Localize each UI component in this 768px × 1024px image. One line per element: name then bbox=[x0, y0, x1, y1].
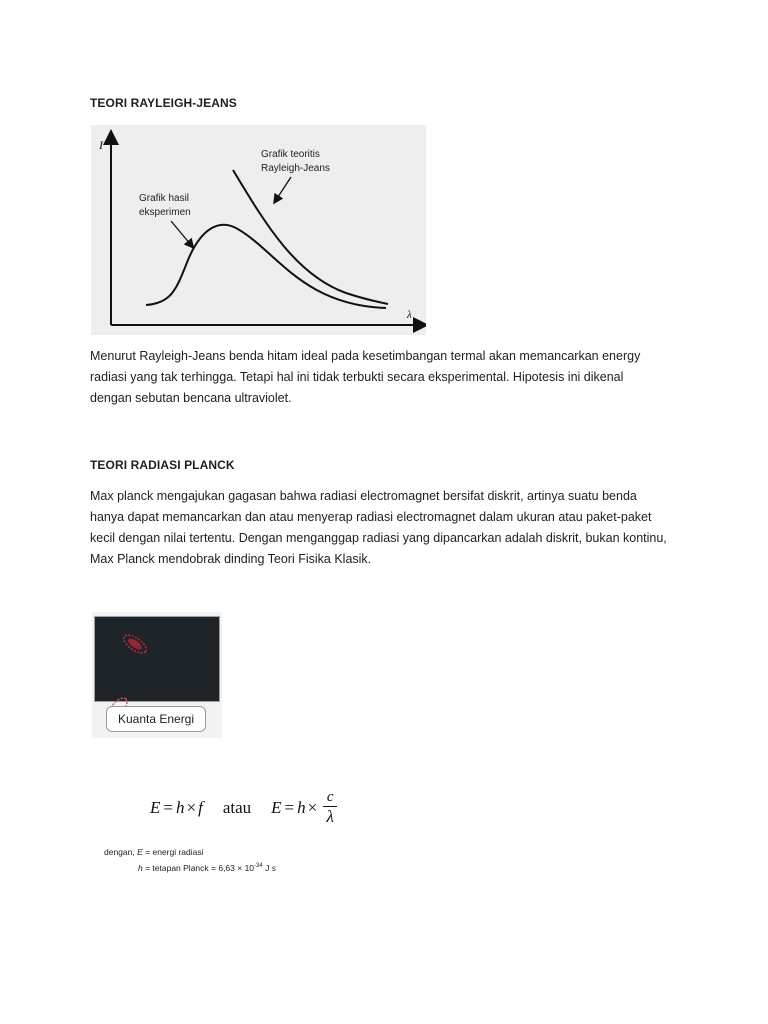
formula-h: h bbox=[297, 797, 306, 817]
legend-planck-constant bbox=[138, 863, 276, 873]
formula-fraction bbox=[323, 790, 337, 825]
legend-energy bbox=[104, 847, 204, 857]
legend-h-symbol: h bbox=[138, 863, 143, 873]
legend-dengan: dengan, bbox=[104, 847, 135, 857]
formula-E: E bbox=[150, 797, 161, 817]
planck-paragraph bbox=[90, 486, 690, 570]
experiment-curve bbox=[146, 225, 386, 308]
quanta-label: Kuanta Energi bbox=[106, 706, 206, 732]
formula-times: × bbox=[186, 797, 197, 817]
energy-packet-icon bbox=[121, 632, 149, 657]
label-experiment-line1: Grafik hasil bbox=[139, 193, 190, 204]
legend-E-desc: = energi radiasi bbox=[142, 847, 204, 857]
formula-c: c bbox=[326, 789, 334, 805]
quanta-figure bbox=[92, 612, 222, 738]
paragraph-line: Menurut Rayleigh-Jeans benda hitam ideal pada kesetimbangan termal akan memancarkan energy bbox=[90, 349, 641, 363]
paragraph-line: radiasi yang tak terhingga. Tetapi hal ini tidak terbukti secara eksperimental. Hipotesis ini dikenal bbox=[90, 370, 624, 384]
legend-E-symbol: E bbox=[137, 847, 143, 857]
paragraph-line: kecil dengan nilai tertentu. Dengan menganggap radiasi yang dipancarkan adalah diskrit, bukan kontinu, bbox=[90, 531, 667, 545]
rayleigh-jeans-curve bbox=[233, 170, 388, 304]
theory-pointer-arrow bbox=[276, 177, 291, 200]
formula-equals: = bbox=[163, 797, 173, 817]
paragraph-line: hanya dapat memancarkan dan atau menyerap radiasi electromagnet dalam ukuran atau paket-paket bbox=[90, 510, 652, 524]
label-theory-line2: Rayleigh-Jeans bbox=[261, 163, 330, 174]
formula-equals: = bbox=[284, 797, 295, 817]
formula-atau: atau bbox=[222, 797, 252, 817]
legend-h-exponent: -34 bbox=[254, 863, 263, 870]
y-axis-label: I bbox=[99, 138, 103, 152]
paragraph-line: Max Planck mendobrak dinding Teori Fisika Klasik. bbox=[90, 552, 372, 566]
quanta-screen bbox=[94, 616, 220, 702]
formula-times: × bbox=[307, 797, 318, 817]
planck-formula bbox=[150, 790, 337, 825]
rayleigh-jeans-paragraph bbox=[90, 346, 690, 409]
rayleigh-jeans-figure bbox=[91, 125, 426, 335]
label-theory-line1: Grafik teoritis bbox=[261, 149, 320, 160]
paragraph-line: Max planck mengajukan gagasan bahwa radiasi electromagnet bersifat diskrit, artinya suatu benda bbox=[90, 489, 637, 503]
label-experiment-line2: eksperimen bbox=[139, 207, 191, 218]
formula-h: h bbox=[175, 797, 185, 817]
legend-h-desc: = tetapan Planck = 6,63 × 10 bbox=[142, 863, 255, 873]
experiment-pointer-arrow bbox=[171, 221, 191, 245]
paragraph-line: dengan sebutan bencana ultraviolet. bbox=[90, 391, 292, 405]
legend-h-unit-J: J bbox=[262, 863, 270, 873]
x-axis-label: λ bbox=[407, 309, 412, 321]
section-title-rayleigh-jeans: TEORI RAYLEIGH-JEANS bbox=[90, 96, 237, 110]
section-title-planck: TEORI RADIASI PLANCK bbox=[90, 458, 235, 472]
formula-f: f bbox=[198, 797, 203, 817]
formula-lambda: λ bbox=[326, 807, 334, 826]
legend-h-unit-s: s bbox=[269, 863, 276, 873]
formula-E: E bbox=[271, 797, 282, 817]
